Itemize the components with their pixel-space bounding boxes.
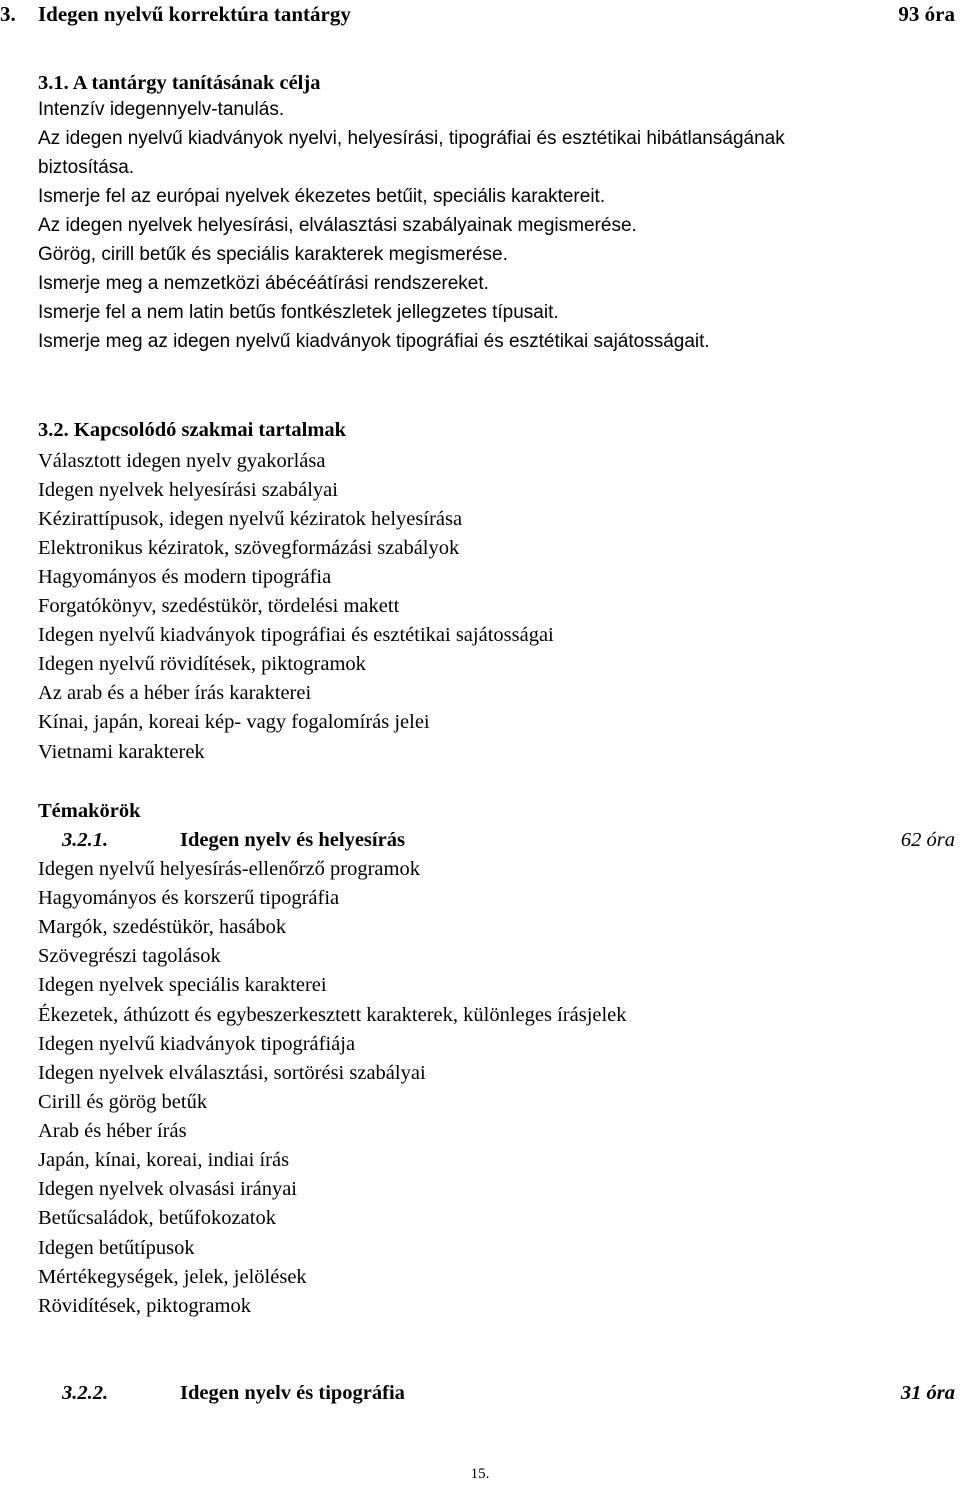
goal-line: biztosítása. (38, 157, 135, 178)
content-item: Vietnami karakterek (38, 741, 205, 763)
topic-item: Mértékegységek, jelek, jelölések (38, 1266, 307, 1288)
topic-item: Cirill és görög betűk (38, 1091, 208, 1113)
topic-item: Ékezetek, áthúzott és egybeszerkesztett karakterek, különleges írásjelek (38, 1004, 627, 1026)
topic-item: Betűcsaládok, betűfokozatok (38, 1207, 276, 1229)
content-item: Elektronikus kéziratok, szövegformázási szabályok (38, 537, 460, 559)
topic-1-title: Idegen nyelv és helyesírás (180, 829, 405, 851)
topic-item: Hagyományos és korszerű tipográfia (38, 887, 340, 909)
chapter-heading (0, 0, 960, 28)
topic-1-hours: 62 óra (900, 829, 955, 851)
goal-line: Az idegen nyelvek helyesírási, elválasztási szabályainak megismerése. (38, 215, 637, 236)
topic-item: Szövegrészi tagolások (38, 945, 221, 967)
goal-line: Ismerje fel az európai nyelvek ékezetes betűit, speciális karaktereit. (38, 186, 606, 207)
goals-heading: 3.1. A tantárgy tanításának célja (38, 72, 321, 94)
topic-item: Rövidítések, piktogramok (38, 1295, 251, 1317)
topic-item: Idegen nyelvek olvasási irányai (38, 1178, 298, 1200)
chapter-number: 3. (0, 2, 16, 26)
content-item: Kézirattípusok, idegen nyelvű kéziratok helyesírása (38, 508, 463, 530)
content-item: Idegen nyelvű kiadványok tipográfiai és esztétikai sajátosságai (38, 624, 554, 646)
contents-number: 3.2. (38, 419, 69, 441)
goal-line: Ismerje meg a nemzetközi ábécéátírási rendszereket. (38, 273, 489, 294)
topic-2-hours: 31 óra (900, 1382, 955, 1404)
content-item: Választott idegen nyelv gyakorlása (38, 450, 326, 472)
goal-line: Az idegen nyelvű kiadványok nyelvi, helyesírási, tipográfiai és esztétikai hibátlanságának (38, 128, 785, 149)
goal-line: Ismerje fel a nem latin betűs fontkészletek jellegzetes típusait. (38, 302, 559, 323)
topic-1-number: 3.2.1. (62, 829, 109, 851)
topic-item: Idegen nyelvű helyesírás-ellenőrző programok (38, 858, 420, 880)
contents-title: Kapcsolódó szakmai tartalmak (73, 419, 347, 441)
topic-item: Margók, szedéstükör, hasábok (38, 916, 287, 938)
topic-2-number: 3.2.2. (62, 1382, 109, 1404)
content-item: Kínai, japán, koreai kép- vagy fogalomírás jelei (38, 711, 430, 733)
topic-item: Idegen betűtípusok (38, 1237, 195, 1259)
content-item: Idegen nyelvű rövidítések, piktogramok (38, 653, 366, 675)
topics-heading: Témakörök (38, 800, 141, 822)
contents-heading (38, 418, 346, 442)
goal-line: Intenzív idegennyelv-tanulás. (38, 99, 285, 120)
topic-item: Idegen nyelvek speciális karakterei (38, 974, 327, 996)
chapter-hours: 93 óra (898, 2, 955, 26)
content-item: Idegen nyelvek helyesírási szabályai (38, 479, 338, 501)
page-number: 15. (470, 1466, 490, 1482)
content-item: Hagyományos és modern tipográfia (38, 566, 332, 588)
topic-item: Idegen nyelvű kiadványok tipográfiája (38, 1033, 356, 1055)
topic-item: Japán, kínai, koreai, indiai írás (38, 1149, 290, 1171)
content-item: Forgatókönyv, szedéstükör, tördelési makett (38, 595, 400, 617)
topic-item: Arab és héber írás (38, 1120, 187, 1142)
goal-line: Ismerje meg az idegen nyelvű kiadványok tipográfiai és esztétikai sajátosságait. (38, 331, 710, 352)
goal-line: Görög, cirill betűk és speciális karakterek megismerése. (38, 244, 508, 265)
chapter-title: Idegen nyelvű korrektúra tantárgy (38, 2, 351, 26)
topic-2-title: Idegen nyelv és tipográfia (180, 1382, 405, 1404)
content-item: Az arab és a héber írás karakterei (38, 682, 312, 704)
topic-item: Idegen nyelvek elválasztási, sortörési szabályai (38, 1062, 426, 1084)
